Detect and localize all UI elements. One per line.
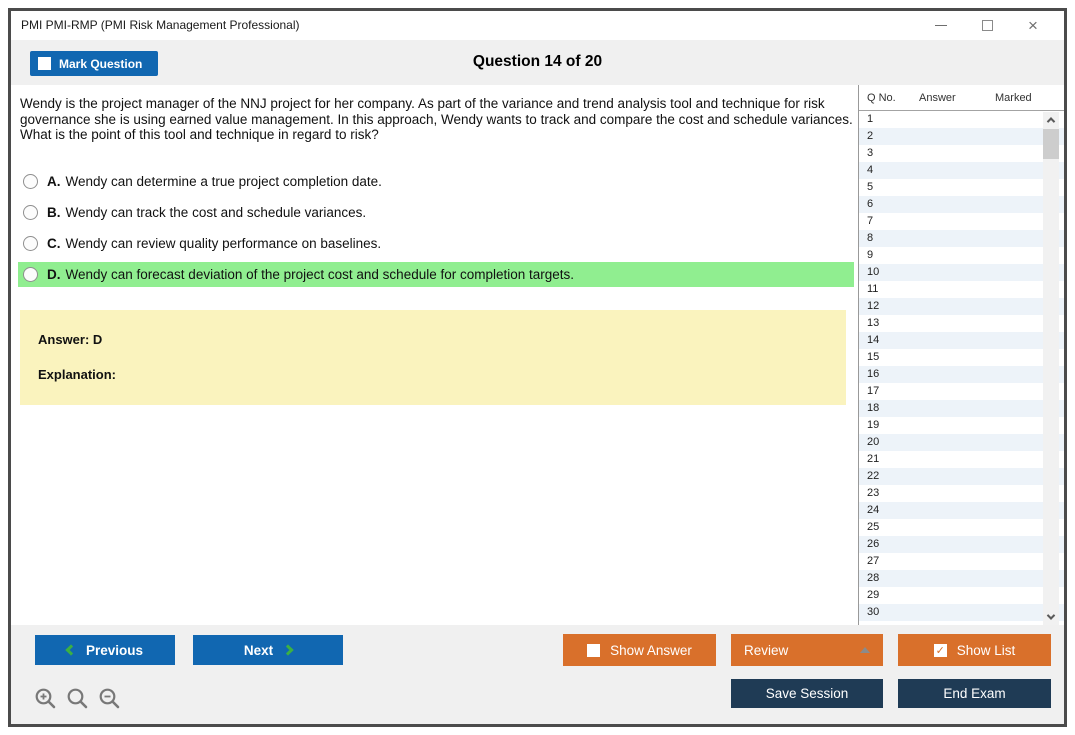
col-answer-cell [919,179,995,196]
col-answer-cell [919,400,995,417]
list-item[interactable] [859,264,1064,281]
list-item[interactable] [859,298,1064,315]
col-answer-cell [919,162,995,179]
col-answer-cell [919,570,995,587]
option-letter: B. [47,205,61,220]
option-letter: A. [47,174,61,189]
col-qno-cell: 20 [867,436,880,448]
list-item[interactable] [859,332,1064,349]
col-answer-cell [919,247,995,264]
col-answer-cell [919,230,995,247]
col-qno-cell: 16 [867,368,880,380]
chevron-down-icon [1047,611,1055,619]
list-item[interactable] [859,587,1064,604]
col-qno-cell: 7 [867,215,874,227]
column-marked: Marked [995,91,1032,104]
close-icon: × [1028,16,1038,35]
col-qno-cell: 11 [867,283,879,295]
scrollbar-thumb[interactable] [1043,129,1059,159]
next-button[interactable] [193,635,343,665]
col-answer-cell [919,468,995,485]
list-item[interactable] [859,281,1064,298]
col-answer-cell [919,349,995,366]
show-answer-button[interactable] [563,634,716,666]
col-qno-cell: 9 [867,249,874,261]
search-icon[interactable] [66,687,90,711]
radio-button[interactable] [23,267,38,282]
footer-bar [11,625,1064,724]
list-item[interactable] [859,468,1064,485]
window-title: PMI PMI-RMP (PMI Risk Management Professional) [21,18,300,32]
list-item[interactable] [859,230,1064,247]
option-letter: D. [47,267,61,282]
zoom-in-icon[interactable] [34,687,58,711]
list-item[interactable] [859,451,1064,468]
list-item[interactable] [859,162,1064,179]
show-list-checkbox[interactable]: ✓ [935,643,945,657]
col-qno-cell: 13 [867,317,880,329]
question-list-panel [858,85,1064,625]
explanation-label: Explanation: [38,367,117,382]
col-answer-cell [919,145,995,162]
col-qno-cell: 4 [867,164,874,176]
col-answer-cell [919,519,995,536]
scroll-up-button[interactable] [1043,112,1059,128]
col-answer-cell [919,264,995,281]
maximize-icon [982,20,993,31]
list-item[interactable] [859,383,1064,400]
review-label: Review [744,642,789,658]
col-answer-cell [919,128,995,145]
list-item[interactable] [859,196,1064,213]
save-session-label: Save Session [765,686,849,701]
option-text: Wendy can determine a true project completion date. [65,174,382,189]
title-bar [11,11,1064,40]
option-text: Wendy can forecast deviation of the project cost and schedule for completion targets. [65,267,575,282]
col-answer-cell [919,315,995,332]
previous-label: Previous [85,642,144,658]
triangle-up-icon [860,647,870,653]
col-qno-cell: 2 [867,130,874,142]
col-qno-cell: 21 [867,453,880,465]
end-exam-button[interactable] [898,679,1051,708]
column-answer: Answer [919,91,956,104]
show-list-label: Show List [956,642,1016,658]
col-qno-cell: 27 [867,555,880,567]
maximize-button[interactable] [964,11,1010,40]
list-item[interactable] [859,400,1064,417]
column-qno: Q No. [867,91,896,104]
col-answer-cell [919,417,995,434]
option-text: Wendy can review quality performance on baselines. [65,236,382,251]
radio-button[interactable] [23,174,38,189]
chevron-right-icon [282,644,293,655]
list-item[interactable] [859,536,1064,553]
col-answer-cell [919,298,995,315]
col-qno-cell: 6 [867,198,874,210]
chevron-left-icon [65,644,76,655]
option-text: Wendy can track the cost and schedule variances. [65,205,367,220]
minimize-button[interactable] [918,11,964,40]
col-qno-cell: 23 [867,487,880,499]
col-answer-cell [919,281,995,298]
zoom-out-icon[interactable] [98,687,122,711]
answer-label: Answer: D [38,332,103,347]
list-item[interactable] [859,502,1064,519]
list-item[interactable] [859,553,1064,570]
list-item[interactable] [859,366,1064,383]
list-item[interactable] [859,417,1064,434]
option-b[interactable] [18,200,854,225]
col-qno-cell: 22 [867,470,880,482]
show-list-button[interactable] [898,634,1051,666]
col-qno-cell: 10 [867,266,880,278]
col-qno-cell: 18 [867,402,880,414]
col-qno-cell: 25 [867,521,880,533]
col-qno-cell: 29 [867,589,880,601]
col-answer-cell [919,502,995,519]
list-item[interactable] [859,519,1064,536]
col-answer-cell [919,604,995,621]
col-answer-cell [919,434,995,451]
list-item[interactable] [859,179,1064,196]
col-qno-cell: 17 [867,385,880,397]
answer-panel [20,310,846,405]
list-item[interactable] [859,128,1064,145]
col-qno-cell: 8 [867,232,874,244]
question-counter: Question 14 of 20 [472,53,603,70]
list-item[interactable] [859,315,1064,332]
list-item[interactable] [859,145,1064,162]
previous-button[interactable] [35,635,175,665]
list-item[interactable] [859,247,1064,264]
col-qno-cell: 1 [867,113,874,125]
col-qno-cell: 24 [867,504,880,516]
list-item[interactable] [859,485,1064,502]
col-answer-cell [919,451,995,468]
minimize-icon [935,25,947,26]
col-qno-cell: 19 [867,419,880,431]
col-answer-cell [919,213,995,230]
option-c[interactable] [18,231,854,256]
end-exam-label: End Exam [943,686,1006,701]
col-qno-cell: 14 [867,334,880,346]
option-a[interactable] [18,169,854,194]
col-qno-cell: 26 [867,538,880,550]
col-answer-cell [919,366,995,383]
radio-button[interactable] [23,205,38,220]
window-controls [918,11,1056,40]
col-answer-cell [919,485,995,502]
col-answer-cell [919,196,995,213]
question-list-header [859,85,1064,110]
col-qno-cell: 15 [867,351,880,363]
next-label: Next [243,642,274,658]
radio-button[interactable] [23,236,38,251]
col-qno-cell: 30 [867,606,880,618]
question-header-bar [11,40,1064,85]
list-item[interactable] [859,349,1064,366]
col-answer-cell [919,111,995,128]
zoom-toolbar [34,687,122,711]
option-letter: C. [47,236,61,251]
list-item[interactable] [859,434,1064,451]
save-session-button[interactable] [731,679,883,708]
col-answer-cell [919,587,995,604]
mark-question-label: Mark Question [59,56,143,71]
question-list-rows [859,111,1064,621]
col-qno-cell: 3 [867,147,874,159]
col-answer-cell [919,383,995,400]
list-item[interactable] [859,570,1064,587]
chevron-up-icon [1047,117,1055,125]
review-dropdown-button[interactable] [731,634,883,666]
question-text: Wendy is the project manager of the NNJ project for her company. As part of the variance and trend analysis tool and technique for risk governance she is using earned value management. In this approach, Wendy wants to track and compare the cost and schedule variances. What is the point of this tool and technique in regard to risk? [20,96,853,142]
question-list-body [859,110,1064,625]
show-answer-checkbox[interactable] [587,644,600,657]
list-item[interactable] [859,213,1064,230]
close-button[interactable] [1010,11,1056,40]
col-answer-cell [919,553,995,570]
option-d[interactable] [18,262,854,287]
show-answer-label: Show Answer [610,642,692,658]
scroll-down-button[interactable] [1043,609,1059,625]
col-qno-cell: 5 [867,181,874,193]
list-scrollbar[interactable] [1043,112,1059,625]
list-item[interactable] [859,604,1064,621]
col-qno-cell: 28 [867,572,880,584]
app-window [8,8,1067,727]
list-item[interactable] [859,111,1064,128]
col-qno-cell: 12 [867,300,880,312]
col-answer-cell [919,536,995,553]
col-answer-cell [919,332,995,349]
